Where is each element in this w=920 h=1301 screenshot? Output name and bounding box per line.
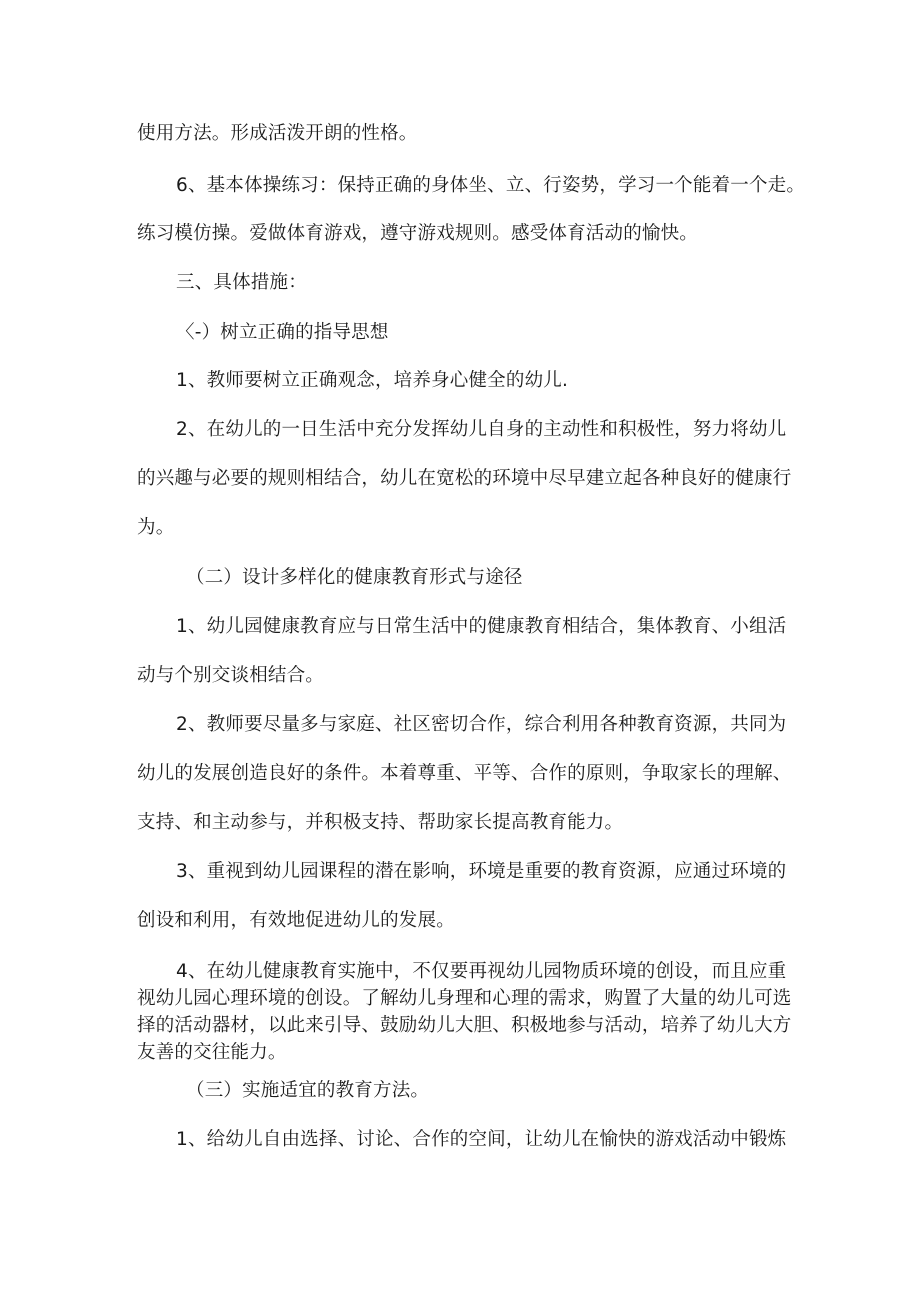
paragraph-line: 动与个别交谈相结合。 — [137, 665, 325, 686]
paragraph-line: 使用方法。形成活泼开朗的性格。 — [137, 123, 418, 144]
paragraph-line: 2、在幼儿的一日生活中充分发挥幼儿自身的主动性和积极性，努力将幼儿 — [176, 419, 787, 440]
paragraph-line: 视幼儿园心理环境的创设。了解幼儿身理和心理的需求，购置了大量的幼儿可选 — [137, 988, 792, 1009]
paragraph-line: 友善的交往能力。 — [137, 1042, 287, 1063]
paragraph-line: 1、教师要树立正确观念，培养身心健全的幼儿. — [176, 370, 569, 391]
paragraph-line: 练习模仿操。爱做体育游戏，遵守游戏规则。感受体育活动的愉快。 — [137, 223, 699, 244]
paragraph-line: 创设和利用，有效地促进幼儿的发展。 — [137, 910, 455, 931]
section-heading: 三、具体措施： — [176, 272, 307, 293]
subsection-heading: 〈-）树立正确的指导思想 — [176, 322, 389, 343]
paragraph-line: 1、给幼儿自由选择、讨论、合作的空间，让幼儿在愉快的游戏活动中锻炼 — [176, 1129, 787, 1150]
paragraph-line: 6、基本体操练习：保持正确的身体坐、立、行姿势，学习一个能着一个走。 — [176, 175, 806, 196]
paragraph-line: 支持、和主动参与，并积极支持、帮助家长提高教育能力。 — [137, 812, 624, 833]
paragraph-line: 2、教师要尽量多与家庭、社区密切合作，综合利用各种教育资源，共同为 — [176, 714, 787, 735]
paragraph-line: 1、幼儿园健康教育应与日常生活中的健康教育相结合，集体教育、小组活 — [176, 616, 787, 637]
paragraph-line: 幼儿的发展创造良好的条件。本着尊重、平等、合作的原则，争取家长的理解、 — [137, 763, 792, 784]
subsection-heading: （二）设计多样化的健康教育形式与途径 — [186, 567, 523, 588]
paragraph-line: 的兴趣与必要的规则相结合，幼儿在宽松的环境中尽早建立起各种良好的健康行 — [137, 468, 792, 489]
paragraph-line: 择的活动器材，以此来引导、鼓励幼儿大胆、积极地参与活动，培养了幼儿大方 — [137, 1015, 792, 1036]
paragraph-line: 4、在幼儿健康教育实施中，不仅要再视幼儿园物质环境的创设，而且应重 — [176, 961, 787, 982]
paragraph-line: 3、重视到幼儿园课程的潜在影响，环境是重要的教育资源，应通过环境的 — [176, 861, 787, 882]
subsection-heading: （三）实施适宜的教育方法。 — [186, 1080, 430, 1101]
paragraph-line: 为。 — [137, 517, 175, 538]
